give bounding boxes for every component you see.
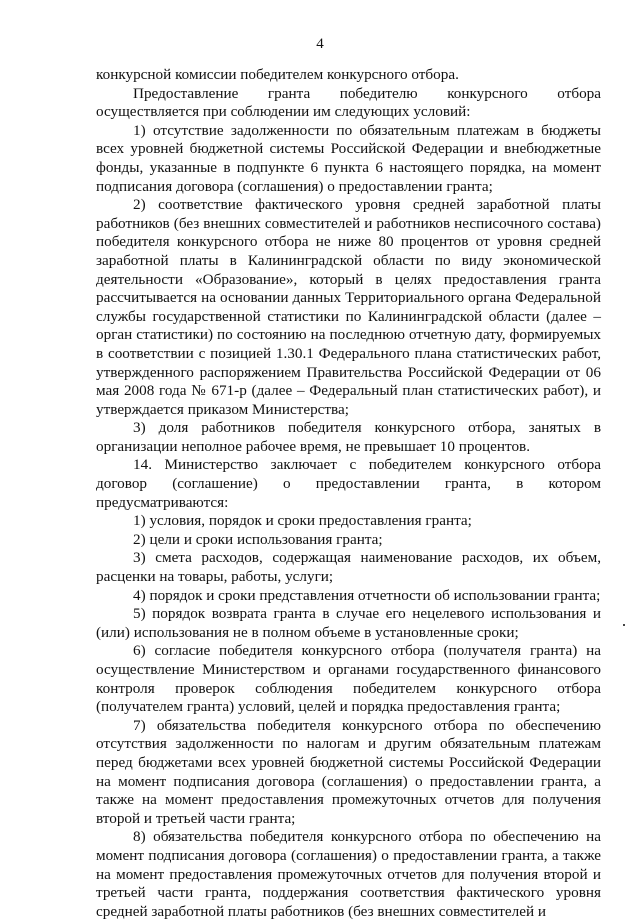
paragraph-item-2: 2) цели и сроки использования гранта;: [133, 530, 383, 548]
paragraph-condition-1: 1) отсутствие задолженности по обязательным платежам в бюджеты всех уровней бюджетной системы Российской Федерации и внебюджетные фонды, указанные в подпункте 6 пункта 6 настоящего порядка, на момент подписания договора (соглашения) о предоставлении гранта;: [96, 121, 601, 195]
page-number: 4: [316, 36, 324, 52]
paragraph-condition-2: 2) соответствие фактического уровня средней заработной платы работников (без внешних совместителей и работников несписочного состава) победителя конкурсного отбора не ниже 80 процентов от уровня средней заработной платы в Калининградской области по виду экономической деятельности «Образование», который в целях предоставления гранта рассчитывается на основании данных Территориального органа Федеральной службы государственной статистики по Калининградской области (далее – орган статистики) по состоянию на последнюю отчетную дату, формируемых в соответствии с позицией 1.30.1 Федерального плана статистических работ, утвержденного распоряжением Правительства Российской Федерации от 06 мая 2008 года № 671-р (далее – Федеральный план статистических работ), и утверждается приказом Министерства;: [96, 196, 601, 418]
paragraph-item-3: 3) смета расходов, содержащая наименование расходов, их объем, расценки на товары, работы, услуги;: [96, 549, 601, 586]
paragraph-continuation: конкурсной комиссии победителем конкурсного отбора.: [96, 66, 459, 83]
paragraph-condition-3: 3) доля работников победителя конкурсного отбора, занятых в организации неполное рабочее время, не превышает 10 процентов.: [96, 419, 601, 455]
paragraph-item-5: 5) порядок возврата гранта в случае его нецелевого использования и (или) использования не в полном объеме в установленные сроки;: [96, 605, 601, 641]
paragraph-grant-conditions-intro: Предоставление гранта победителю конкурсного отбора осуществляется при соблюдении им следующих условий:: [96, 84, 601, 121]
paragraph-item-6: 6) согласие победителя конкурсного отбора (получателя гранта) на осуществление Министерством и органами государственного финансового контроля проверок соблюдения победителем конкурсного отбора (получателем гранта) условий, целей и порядка предоставления гранта;: [96, 642, 601, 716]
paragraph-item-8: 8) обязательства победителя конкурсного отбора по обеспечению на момент подписания договора (соглашения) о предоставлении гранта, а также на момент предоставления промежуточных отчетов для получения второй и третьей части гранта, поддержания соответствия фактического уровня средней заработной платы работников (без внешних совместителей и: [96, 828, 601, 920]
document-body: [96, 66, 601, 921]
scan-speck: [623, 624, 625, 626]
paragraph-item-4: 4) порядок и сроки представления отчетности об использовании гранта;: [133, 586, 601, 604]
paragraph-item-7: 7) обязательства победителя конкурсного отбора по обеспечению отсутствия задолженности по налогам и другим обязательным платежам перед бюджетами всех уровней бюджетной системы Российской Федерации на момент подписания договора (соглашения) о предоставлении гранта, а также на момент предоставления промежуточных отчетов для получения второй и третьей части гранта;: [96, 716, 601, 827]
paragraph-clause-14: 14. Министерство заключает с победителем конкурсного отбора договор (соглашение) о предоставлении гранта, в котором предусматриваются:: [96, 456, 601, 511]
paragraph-item-1: 1) условия, порядок и сроки предоставления гранта;: [133, 512, 472, 530]
